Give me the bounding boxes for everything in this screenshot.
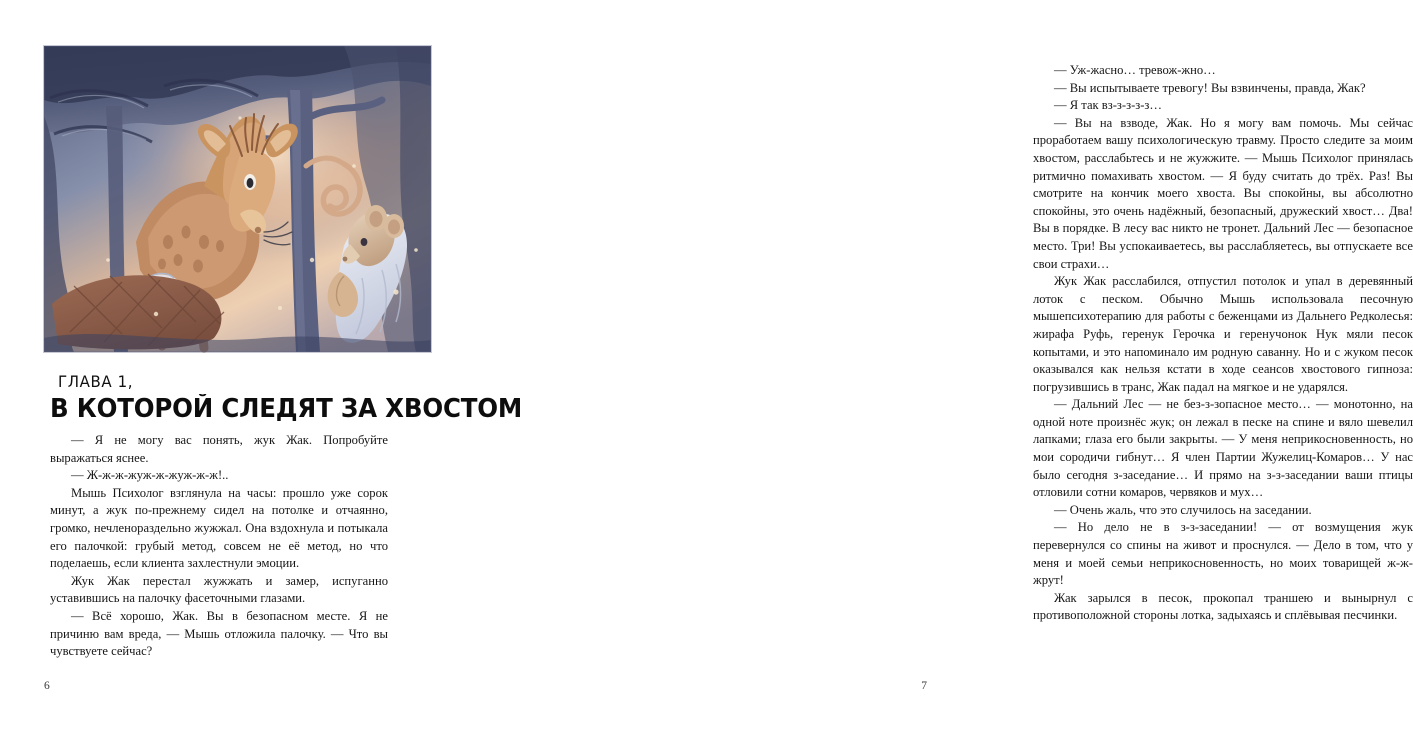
left-page-text-column [50,432,388,661]
paragraph: — Но дело не в з-з-заседании! — от возмущения жук перевернулся со спины на живот и проснулся. — Дело в том, что у меня и моей семьи неприкосновенность, но моих товарищей ж-ж-жрут! [1033,520,1413,588]
paragraph: — Я так вз-з-з-з-з… [1054,98,1162,113]
chapter-illustration [44,46,431,352]
paragraph: — Вы на взводе, Жак. Но я могу вам помочь. Мы сейчас проработаем вашу психологическую травму. Просто следите за моим хвостом, расслабьтесь и не жужжите. — Мышь Психолог принялась ритмично помахивать хвостом. — Я буду считать до трёх. Раз! Вы смотрите на кончик моего хвоста. Вы спокойны, вы абсолютно спокойны, это очень надёжный, безопасный, дружеский хвост… Два! Вы в порядке. В лесу вас никто не тронет. Дальний Лес — безопасное место. Три! Вы успокаиваетесь, вы расслабляетесь, вы отпускаете все свои страхи… [1033,115,1413,271]
paragraph: Жук Жак перестал жужжать и замер, испуганно уставившись на палочку фасеточными глазами. [50,573,388,606]
page-number-right: 7 [921,680,927,692]
paragraph: Жук Жак расслабился, отпустил потолок и упал в деревянный лоток с песком. Обычно Мышь использовала песочную мышепсихотерапию для работы с беженцами из Дальнего Редколесья: жирафа Руфь, геренук Герочка и геренучонок Нук мяли песок копытами, и это напоминало им родную саванну. Но и с жуком песок оказывался как нельзя кстати в ходе сеансов хвостового гипноза: погрузившись в транс, Жак падал на мягкое и не ударялся. [1033,274,1413,394]
paragraph: — Я не могу вас понять, жук Жак. Попробуйте выражаться яснее. [50,433,388,465]
page-number-left: 6 [44,680,50,692]
chapter-title: В КОТОРОЙ СЛЕДЯТ ЗА ХВОСТОМ [50,394,523,424]
left-page [0,0,523,734]
paragraph: Мышь Психолог взглянула на часы: прошло уже сорок минут, а жук по-прежнему сидел на потолке и отчаянно, громко, нечленораздельно жужжал. Она вздохнула и потыкала его палочкой: грубый метод, совсем не её метод, но что поделаешь, если клиента захлестнули эмоции. [50,485,388,571]
paragraph: — Всё хорошо, Жак. Вы в безопасном месте. Я не причиню вам вреда, — Мышь отложила палочку. — Что вы чувствуете сейчас? [50,608,388,659]
paragraph: — Вы испытываете тревогу! Вы взвинчены, правда, Жак? [1054,80,1366,95]
right-page [485,0,1413,734]
right-page-text-column [1033,62,1413,625]
paragraph: — Дальний Лес — не без-з-зопасное место… — монотонно, на одной ноте произнёс жук; он лежал в песке на спине и вяло шевелил лапками; глаза его были закрыты. — У меня неприкосновенность, но мои сородичи гибнут… Я член Партии Жужелиц-Комаров… У нас было сегодня з-заседание… И прямо на з-з-заседании ваши птицы отловили сотни комаров, червяков и мух… [1033,397,1413,500]
chapter-kicker: ГЛАВА 1, [58,372,134,392]
paragraph: — Очень жаль, что это случилось на заседании. [1054,502,1312,517]
chapter-heading [50,372,523,424]
illustration-artwork [44,46,431,352]
paragraph: — Уж-жасно… тревож-жно… [1054,63,1216,77]
paragraph: — Ж-ж-ж-жуж-ж-жуж-ж-ж!.. [71,468,229,483]
paragraph: Жак зарылся в песок, прокопал траншею и вынырнул с противоположной стороны лотка, задыхаясь и сплёвывая песчинки. [1033,590,1413,623]
forest-scene-deer-and-mouse-image [44,46,431,352]
